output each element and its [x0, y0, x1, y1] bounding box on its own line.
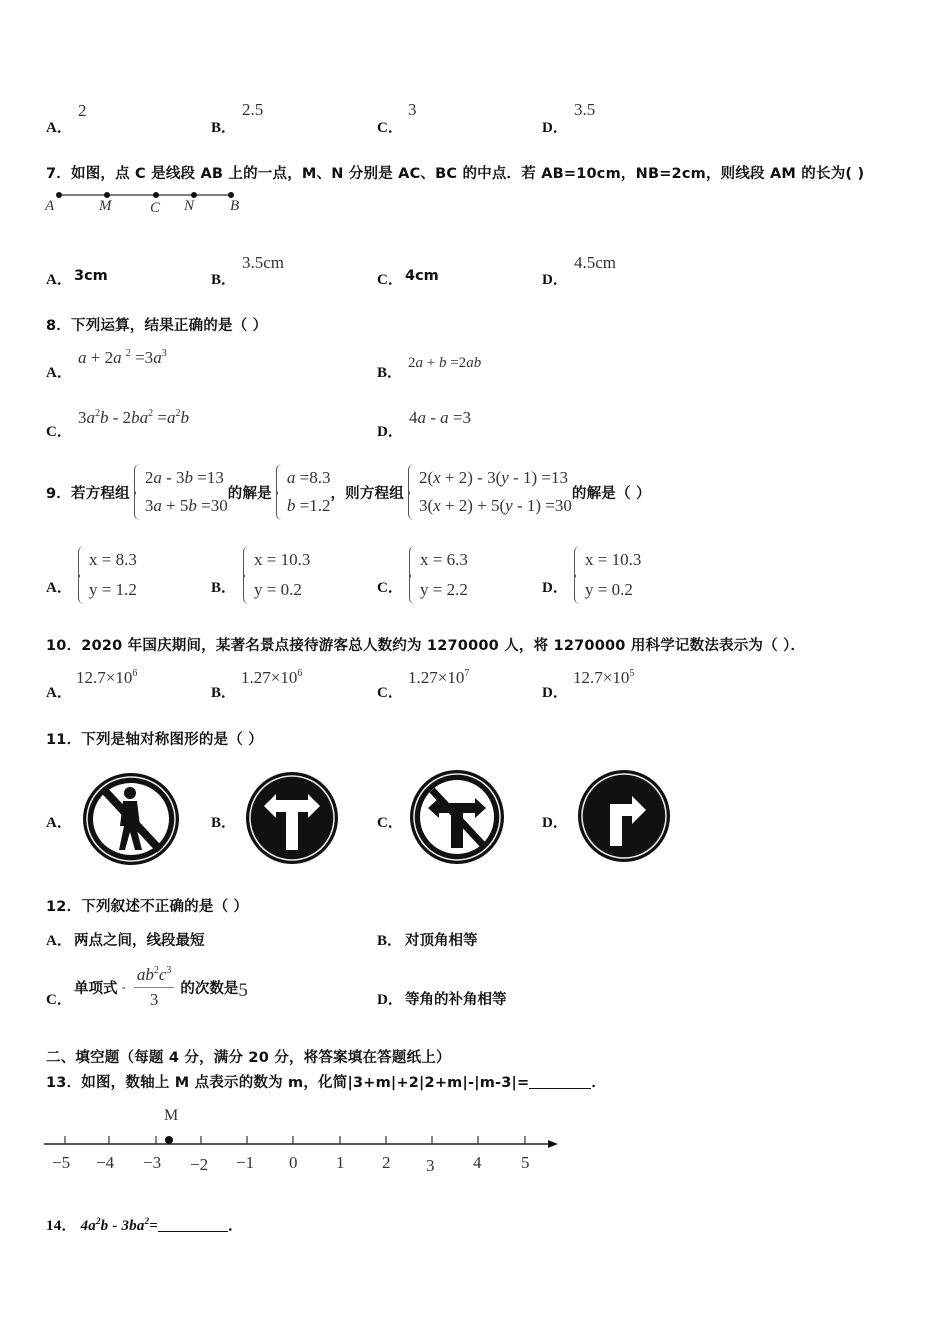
q8-option-a-expr: a + 2a $^2 =3a^3$ [78, 348, 167, 367]
q8-option-b-label: B． [377, 365, 403, 381]
q11-option-d-label: D． [542, 815, 568, 831]
q9-stem [46, 463, 651, 521]
q6-option-a-value: 2 [78, 101, 87, 120]
option-a-y: y = 1.2 [89, 580, 137, 599]
q12-option-c-label: C． [46, 992, 72, 1008]
tick-label: 5 [521, 1153, 530, 1172]
tick-label: 0 [289, 1153, 298, 1172]
q12-option-c-content [74, 962, 248, 1012]
q12-option-d-text: 等角的补角相等 [405, 992, 507, 1008]
q6-option-b-value: 2.5 [242, 100, 264, 119]
left-brace-icon [574, 546, 582, 604]
tick-label: −1 [236, 1153, 255, 1172]
q10-option-d-value: $12.7\times 10^5$ [573, 668, 635, 687]
q7-stem: 7．如图，点 C 是线段 AB 上的一点，M、N 分别是 AC、BC 的中点．若 AB=10cm，NB=2cm，则线段 AM 的长为( ) [46, 166, 865, 182]
q9-text-4: 的解是（ ） [571, 485, 651, 502]
q7-segment-figure [40, 186, 260, 220]
q12-stem: 12．下列叙述不正确的是（ ） [46, 899, 249, 915]
q11-option-a-label: A． [46, 815, 72, 831]
q8-option-a-label: A． [46, 365, 72, 381]
q12-option-b-label: B． [377, 933, 403, 949]
tick-label: 1 [336, 1153, 345, 1172]
q14-stem: 14． $4a^2b - 3ba^2=$ ． [46, 1216, 244, 1234]
tick-label: −2 [190, 1155, 209, 1174]
q12-option-a-label: A． [46, 933, 72, 949]
q9-solution-1 [276, 464, 331, 520]
q6-option-d-value: 3.5 [574, 100, 596, 119]
q10-option-a-label: A． [46, 685, 72, 701]
option-d-y: y = 0.2 [585, 580, 633, 599]
fraction-denominator: 3 [149, 989, 159, 1009]
solution-a: a =8.3 [286, 468, 331, 487]
system-1-eq-2: 3a + 5b =30 [144, 496, 228, 515]
point-b-label: B [230, 198, 240, 214]
number-line-diagram [40, 1105, 570, 1180]
q6-option-c-label: C． [377, 120, 403, 136]
q10-option-b-value: $1.27\times 10^6$ [241, 668, 303, 687]
q12-option-c-text-after: 的次数是 [180, 980, 239, 997]
turn-left-or-right-sign-icon [244, 770, 340, 866]
q13-stem [46, 1071, 606, 1092]
q9-option-c-label: C． [377, 580, 403, 596]
section-2-title: 二、填空题（每题 4 分，满分 20 分，将答案填在答题纸上） [46, 1050, 451, 1066]
left-brace-icon [276, 464, 284, 520]
q9-option-b-label: B． [211, 580, 237, 596]
q8-option-c-expr: $3a^2b - 2ba^2 =a^2b$ [78, 408, 190, 427]
q9-option-b-system [243, 546, 310, 604]
point-m-marker [165, 1136, 173, 1144]
q9-option-d-system [574, 546, 641, 604]
q8-option-d-expr: 4a - a =3 [409, 408, 472, 427]
q9-option-c-system [409, 546, 468, 604]
q10-option-d-label: D． [542, 685, 568, 701]
q11-option-c-label: C． [377, 815, 403, 831]
fraction-numerator: $ab^2c^3$ [134, 965, 175, 988]
left-brace-icon [78, 546, 86, 604]
tick-label: 4 [473, 1153, 482, 1172]
q6-option-c-value: 3 [408, 100, 417, 119]
q9-option-d-label: D． [542, 580, 568, 596]
q9-option-a-system [78, 546, 137, 604]
q9-number: 9． [46, 485, 71, 502]
q7-option-b-value: 3.5cm [242, 253, 285, 272]
q8-option-b-expr: 2a + b =2ab [408, 355, 482, 371]
q7-option-d-label: D． [542, 272, 568, 288]
point-m-label: M [99, 198, 112, 214]
q8-stem: 8．下列运算，结果正确的是（ ） [46, 318, 268, 334]
tick-label: −5 [52, 1153, 71, 1172]
q13-number-line [40, 1105, 570, 1180]
option-b-x: x = 10.3 [254, 550, 311, 569]
q8-option-c-label: C． [46, 424, 72, 440]
q14-end: ． [228, 1218, 244, 1234]
option-a-x: x = 8.3 [89, 550, 137, 569]
q7-option-c-label: C． [377, 272, 403, 288]
system-1-eq-1: 2a - 3b =13 [144, 468, 224, 487]
q13-stem-text: 13．如图，数轴上 M 点表示的数为 m，化简|3+m|+2|2+m|-|m-3|= [46, 1075, 530, 1091]
system-2-eq-1: 2(x + 2) - 3(y - 1) =13 [418, 468, 568, 487]
q11-stem: 11．下列是轴对称图形的是（ ） [46, 732, 263, 748]
option-c-x: x = 6.3 [420, 550, 468, 569]
q7-option-a-label: A． [46, 272, 72, 288]
q7-option-c-value: 4cm [405, 268, 439, 284]
q6-option-d-label: D． [542, 120, 568, 136]
tick-label: 3 [426, 1156, 435, 1175]
q8-option-d-label: D． [377, 424, 403, 440]
q6-option-b-label: B． [211, 120, 237, 136]
q13-end: ． [591, 1075, 607, 1091]
point-c-label: C [150, 200, 161, 216]
no-left-right-turn-sign-icon [408, 768, 506, 866]
q7-option-b-label: B． [211, 272, 237, 288]
q10-option-b-label: B． [211, 685, 237, 701]
system-2-eq-2: 3(x + 2) + 5(y - 1) =30 [418, 496, 572, 515]
q9-system-1 [134, 464, 228, 520]
option-b-y: y = 0.2 [254, 580, 302, 599]
q14-number: 14． [46, 1218, 77, 1234]
q12-option-b-text: 对顶角相等 [405, 933, 478, 949]
turn-right-sign-icon [576, 768, 672, 864]
q12-option-d-label: D． [377, 992, 403, 1008]
q9-text-1: 若方程组 [71, 485, 130, 502]
q12-option-c-minus: - [121, 979, 126, 994]
monomial-fraction [134, 965, 175, 1010]
q11-option-b-label: B． [211, 815, 237, 831]
q12-option-c-value: 5 [238, 980, 248, 1001]
q14-expression: $4a^2b - 3ba^2$ [80, 1216, 150, 1234]
tick-label: −3 [143, 1153, 162, 1172]
option-d-x: x = 10.3 [585, 550, 642, 569]
left-brace-icon [243, 546, 251, 604]
left-brace-icon [408, 464, 416, 520]
q12-option-a-text: 两点之间，线段最短 [74, 933, 205, 949]
no-pedestrian-sign-icon [80, 770, 182, 868]
point-m-label: M [164, 1107, 179, 1124]
q10-stem: 10．2020 年国庆期间，某著名景点接待游客总人数约为 1270000 人，将 1270000 用科学记数法表示为（ ）． [46, 638, 806, 654]
q9-system-2 [408, 464, 572, 520]
tick-label: −4 [96, 1153, 115, 1172]
q14-answer-blank[interactable] [158, 1218, 228, 1232]
point-a-label: A [45, 198, 55, 214]
q10-option-c-value: $1.27\times 10^7$ [408, 668, 470, 687]
point-n-label: N [184, 198, 195, 214]
option-c-y: y = 2.2 [420, 580, 468, 599]
tick-label: 2 [382, 1153, 391, 1172]
q7-option-d-value: 4.5cm [574, 253, 617, 272]
q10-option-a-value: $12.7\times 10^6$ [76, 668, 138, 687]
q9-text-3: ，则方程组 [330, 485, 404, 502]
q9-text-2: 的解是 [227, 485, 272, 502]
q13-answer-blank[interactable] [529, 1075, 591, 1089]
left-brace-icon [409, 546, 417, 604]
solution-b: b =1.2 [286, 496, 331, 515]
q7-option-a-value: 3cm [74, 268, 108, 284]
left-brace-icon [134, 464, 142, 520]
q9-option-a-label: A． [46, 580, 72, 596]
q10-option-c-label: C． [377, 685, 403, 701]
q12-option-c-text-before: 单项式 [74, 980, 118, 997]
q6-option-a-label: A． [46, 120, 72, 136]
